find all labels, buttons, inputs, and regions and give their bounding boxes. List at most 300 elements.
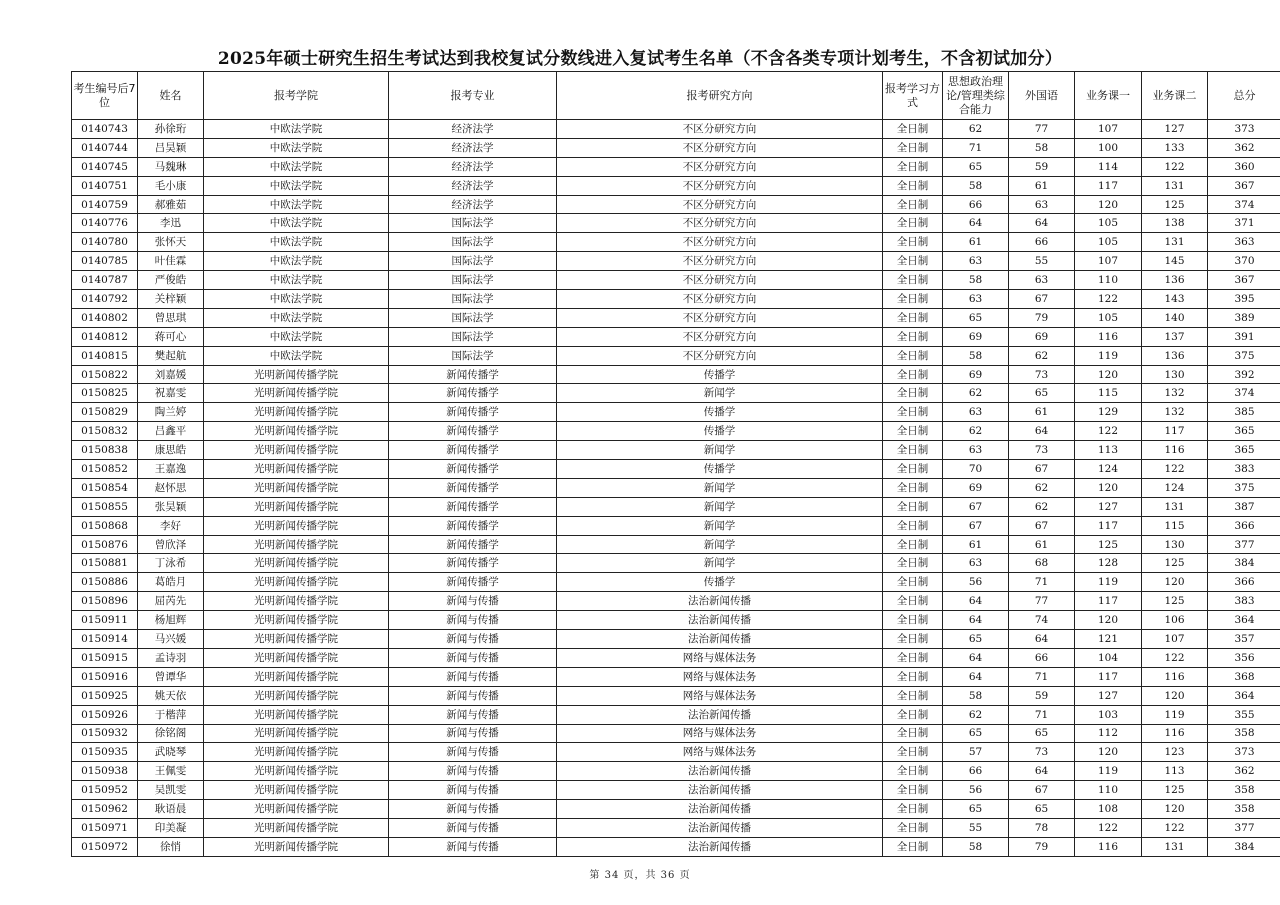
exam-id-cell: 0140751	[72, 176, 138, 195]
exam-id-cell: 0150832	[72, 422, 138, 441]
course-one-score-cell: 117	[1075, 667, 1142, 686]
major-cell: 经济法学	[389, 195, 557, 214]
course-two-score-cell: 130	[1142, 365, 1208, 384]
course-one-score-cell: 104	[1075, 648, 1142, 667]
course-one-score-cell: 127	[1075, 686, 1142, 705]
foreign-language-score-cell: 64	[1009, 762, 1075, 781]
major-cell: 新闻传播学	[389, 422, 557, 441]
major-cell: 新闻传播学	[389, 478, 557, 497]
course-one-score-cell: 120	[1075, 743, 1142, 762]
direction-cell: 新闻学	[557, 535, 883, 554]
column-header-direction: 报考研究方向	[557, 72, 883, 120]
total-score-cell: 364	[1208, 686, 1280, 705]
course-two-score-cell: 131	[1142, 837, 1208, 856]
college-cell: 光明新闻传播学院	[204, 403, 389, 422]
study-mode-cell: 全日制	[883, 195, 943, 214]
course-two-score-cell: 117	[1142, 422, 1208, 441]
direction-cell: 法治新闻传播	[557, 837, 883, 856]
politics-score-cell: 63	[943, 554, 1009, 573]
course-two-score-cell: 125	[1142, 554, 1208, 573]
direction-cell: 传播学	[557, 365, 883, 384]
name-cell: 耿语晨	[138, 800, 204, 819]
direction-cell: 不区分研究方向	[557, 308, 883, 327]
foreign-language-score-cell: 65	[1009, 800, 1075, 819]
politics-score-cell: 62	[943, 384, 1009, 403]
direction-cell: 传播学	[557, 460, 883, 479]
table-body	[72, 120, 1280, 857]
direction-cell: 传播学	[557, 573, 883, 592]
college-cell: 中欧法学院	[204, 252, 389, 271]
exam-id-cell: 0150962	[72, 800, 138, 819]
study-mode-cell: 全日制	[883, 686, 943, 705]
direction-cell: 不区分研究方向	[557, 327, 883, 346]
name-cell: 吕昊颖	[138, 138, 204, 157]
college-cell: 中欧法学院	[204, 195, 389, 214]
total-score-cell: 392	[1208, 365, 1280, 384]
major-cell: 新闻与传播	[389, 686, 557, 705]
exam-id-cell: 0150881	[72, 554, 138, 573]
table-row	[72, 478, 1280, 497]
total-score-cell: 357	[1208, 630, 1280, 649]
course-two-score-cell: 116	[1142, 441, 1208, 460]
exam-id-cell: 0140776	[72, 214, 138, 233]
course-two-score-cell: 123	[1142, 743, 1208, 762]
study-mode-cell: 全日制	[883, 460, 943, 479]
table-row	[72, 592, 1280, 611]
major-cell: 新闻传播学	[389, 554, 557, 573]
foreign-language-score-cell: 64	[1009, 630, 1075, 649]
college-cell: 光明新闻传播学院	[204, 516, 389, 535]
table-row	[72, 611, 1280, 630]
politics-score-cell: 62	[943, 422, 1009, 441]
course-one-score-cell: 122	[1075, 422, 1142, 441]
college-cell: 光明新闻传播学院	[204, 365, 389, 384]
course-one-score-cell: 127	[1075, 497, 1142, 516]
politics-score-cell: 67	[943, 516, 1009, 535]
course-two-score-cell: 137	[1142, 327, 1208, 346]
study-mode-cell: 全日制	[883, 554, 943, 573]
course-one-score-cell: 115	[1075, 384, 1142, 403]
study-mode-cell: 全日制	[883, 478, 943, 497]
politics-score-cell: 64	[943, 611, 1009, 630]
course-two-score-cell: 122	[1142, 157, 1208, 176]
name-cell: 屈芮先	[138, 592, 204, 611]
column-header-study-mode: 报考学习方式	[883, 72, 943, 120]
major-cell: 新闻与传播	[389, 837, 557, 856]
name-cell: 马魏琳	[138, 157, 204, 176]
study-mode-cell: 全日制	[883, 233, 943, 252]
course-one-score-cell: 128	[1075, 554, 1142, 573]
exam-id-cell: 0140802	[72, 308, 138, 327]
table-row	[72, 138, 1280, 157]
name-cell: 严俊皓	[138, 271, 204, 290]
major-cell: 新闻与传播	[389, 630, 557, 649]
table-row	[72, 120, 1280, 139]
study-mode-cell: 全日制	[883, 592, 943, 611]
course-two-score-cell: 120	[1142, 800, 1208, 819]
foreign-language-score-cell: 64	[1009, 214, 1075, 233]
total-score-cell: 384	[1208, 554, 1280, 573]
name-cell: 吴凯雯	[138, 781, 204, 800]
foreign-language-score-cell: 61	[1009, 535, 1075, 554]
direction-cell: 网络与媒体法务	[557, 667, 883, 686]
politics-score-cell: 63	[943, 441, 1009, 460]
study-mode-cell: 全日制	[883, 120, 943, 139]
major-cell: 经济法学	[389, 120, 557, 139]
course-two-score-cell: 125	[1142, 781, 1208, 800]
college-cell: 中欧法学院	[204, 290, 389, 309]
study-mode-cell: 全日制	[883, 705, 943, 724]
politics-score-cell: 58	[943, 176, 1009, 195]
course-two-score-cell: 132	[1142, 384, 1208, 403]
college-cell: 光明新闻传播学院	[204, 478, 389, 497]
table-row	[72, 818, 1280, 837]
direction-cell: 法治新闻传播	[557, 611, 883, 630]
foreign-language-score-cell: 67	[1009, 516, 1075, 535]
study-mode-cell: 全日制	[883, 271, 943, 290]
total-score-cell: 358	[1208, 724, 1280, 743]
name-cell: 孙徐珩	[138, 120, 204, 139]
course-two-score-cell: 116	[1142, 667, 1208, 686]
total-score-cell: 360	[1208, 157, 1280, 176]
course-two-score-cell: 132	[1142, 403, 1208, 422]
name-cell: 徐铭阁	[138, 724, 204, 743]
table-row	[72, 630, 1280, 649]
course-two-score-cell: 145	[1142, 252, 1208, 271]
direction-cell: 网络与媒体法务	[557, 686, 883, 705]
politics-score-cell: 57	[943, 743, 1009, 762]
major-cell: 新闻与传播	[389, 667, 557, 686]
direction-cell: 不区分研究方向	[557, 290, 883, 309]
direction-cell: 法治新闻传播	[557, 762, 883, 781]
politics-score-cell: 67	[943, 497, 1009, 516]
foreign-language-score-cell: 79	[1009, 837, 1075, 856]
name-cell: 叶佳霖	[138, 252, 204, 271]
exam-id-cell: 0140743	[72, 120, 138, 139]
study-mode-cell: 全日制	[883, 573, 943, 592]
name-cell: 曾欣泽	[138, 535, 204, 554]
exam-id-cell: 0150915	[72, 648, 138, 667]
name-cell: 武晓琴	[138, 743, 204, 762]
exam-id-cell: 0150971	[72, 818, 138, 837]
name-cell: 曾思琪	[138, 308, 204, 327]
politics-score-cell: 66	[943, 762, 1009, 781]
total-score-cell: 365	[1208, 422, 1280, 441]
college-cell: 光明新闻传播学院	[204, 441, 389, 460]
politics-score-cell: 58	[943, 837, 1009, 856]
politics-score-cell: 63	[943, 252, 1009, 271]
exam-id-cell: 0150896	[72, 592, 138, 611]
name-cell: 曾谭华	[138, 667, 204, 686]
exam-id-cell: 0150932	[72, 724, 138, 743]
college-cell: 光明新闻传播学院	[204, 611, 389, 630]
name-cell: 丁泳希	[138, 554, 204, 573]
foreign-language-score-cell: 73	[1009, 365, 1075, 384]
column-header-exam-id: 考生编号后7位	[72, 72, 138, 120]
major-cell: 新闻传播学	[389, 384, 557, 403]
direction-cell: 不区分研究方向	[557, 176, 883, 195]
exam-id-cell: 0140815	[72, 346, 138, 365]
politics-score-cell: 56	[943, 573, 1009, 592]
politics-score-cell: 65	[943, 724, 1009, 743]
study-mode-cell: 全日制	[883, 290, 943, 309]
course-one-score-cell: 110	[1075, 781, 1142, 800]
college-cell: 光明新闻传播学院	[204, 497, 389, 516]
name-cell: 葛皓月	[138, 573, 204, 592]
college-cell: 光明新闻传播学院	[204, 384, 389, 403]
college-cell: 光明新闻传播学院	[204, 781, 389, 800]
major-cell: 国际法学	[389, 271, 557, 290]
politics-score-cell: 62	[943, 705, 1009, 724]
direction-cell: 法治新闻传播	[557, 592, 883, 611]
college-cell: 光明新闻传播学院	[204, 686, 389, 705]
total-score-cell: 367	[1208, 271, 1280, 290]
table-row	[72, 176, 1280, 195]
foreign-language-score-cell: 74	[1009, 611, 1075, 630]
table-row	[72, 686, 1280, 705]
exam-id-cell: 0150935	[72, 743, 138, 762]
exam-id-cell: 0150938	[72, 762, 138, 781]
study-mode-cell: 全日制	[883, 724, 943, 743]
college-cell: 中欧法学院	[204, 157, 389, 176]
exam-id-cell: 0140792	[72, 290, 138, 309]
name-cell: 于楷萍	[138, 705, 204, 724]
foreign-language-score-cell: 79	[1009, 308, 1075, 327]
table-row	[72, 837, 1280, 856]
course-two-score-cell: 125	[1142, 592, 1208, 611]
total-score-cell: 371	[1208, 214, 1280, 233]
direction-cell: 不区分研究方向	[557, 157, 883, 176]
name-cell: 李迅	[138, 214, 204, 233]
name-cell: 赵怀思	[138, 478, 204, 497]
course-two-score-cell: 125	[1142, 195, 1208, 214]
table-row	[72, 365, 1280, 384]
politics-score-cell: 58	[943, 686, 1009, 705]
major-cell: 新闻与传播	[389, 781, 557, 800]
direction-cell: 新闻学	[557, 516, 883, 535]
foreign-language-score-cell: 69	[1009, 327, 1075, 346]
table-row	[72, 403, 1280, 422]
table-row	[72, 648, 1280, 667]
politics-score-cell: 66	[943, 195, 1009, 214]
college-cell: 中欧法学院	[204, 308, 389, 327]
course-one-score-cell: 129	[1075, 403, 1142, 422]
table-row	[72, 346, 1280, 365]
foreign-language-score-cell: 62	[1009, 497, 1075, 516]
exam-id-cell: 0150854	[72, 478, 138, 497]
foreign-language-score-cell: 58	[1009, 138, 1075, 157]
course-one-score-cell: 107	[1075, 252, 1142, 271]
total-score-cell: 364	[1208, 611, 1280, 630]
college-cell: 光明新闻传播学院	[204, 800, 389, 819]
course-one-score-cell: 100	[1075, 138, 1142, 157]
column-header-name: 姓名	[138, 72, 204, 120]
course-two-score-cell: 130	[1142, 535, 1208, 554]
politics-score-cell: 65	[943, 630, 1009, 649]
course-two-score-cell: 136	[1142, 271, 1208, 290]
total-score-cell: 384	[1208, 837, 1280, 856]
foreign-language-score-cell: 65	[1009, 384, 1075, 403]
course-one-score-cell: 105	[1075, 308, 1142, 327]
table-row	[72, 290, 1280, 309]
major-cell: 新闻与传播	[389, 648, 557, 667]
exam-id-cell: 0150838	[72, 441, 138, 460]
major-cell: 新闻与传播	[389, 818, 557, 837]
table-row	[72, 195, 1280, 214]
name-cell: 王嘉逸	[138, 460, 204, 479]
total-score-cell: 358	[1208, 781, 1280, 800]
course-one-score-cell: 119	[1075, 762, 1142, 781]
total-score-cell: 374	[1208, 384, 1280, 403]
study-mode-cell: 全日制	[883, 837, 943, 856]
major-cell: 新闻传播学	[389, 460, 557, 479]
study-mode-cell: 全日制	[883, 214, 943, 233]
column-header-foreign-language: 外国语	[1009, 72, 1075, 120]
table-row	[72, 214, 1280, 233]
direction-cell: 新闻学	[557, 497, 883, 516]
course-one-score-cell: 112	[1075, 724, 1142, 743]
college-cell: 光明新闻传播学院	[204, 535, 389, 554]
course-one-score-cell: 107	[1075, 120, 1142, 139]
direction-cell: 法治新闻传播	[557, 630, 883, 649]
major-cell: 经济法学	[389, 176, 557, 195]
foreign-language-score-cell: 62	[1009, 346, 1075, 365]
major-cell: 新闻传播学	[389, 573, 557, 592]
exam-id-cell: 0150925	[72, 686, 138, 705]
college-cell: 光明新闻传播学院	[204, 837, 389, 856]
total-score-cell: 373	[1208, 120, 1280, 139]
direction-cell: 法治新闻传播	[557, 818, 883, 837]
course-one-score-cell: 117	[1075, 516, 1142, 535]
foreign-language-score-cell: 64	[1009, 422, 1075, 441]
college-cell: 光明新闻传播学院	[204, 422, 389, 441]
course-two-score-cell: 119	[1142, 705, 1208, 724]
name-cell: 李好	[138, 516, 204, 535]
name-cell: 孟诗羽	[138, 648, 204, 667]
politics-score-cell: 65	[943, 157, 1009, 176]
name-cell: 蒋可心	[138, 327, 204, 346]
foreign-language-score-cell: 66	[1009, 233, 1075, 252]
politics-score-cell: 55	[943, 818, 1009, 837]
politics-score-cell: 65	[943, 308, 1009, 327]
major-cell: 新闻与传播	[389, 705, 557, 724]
college-cell: 光明新闻传播学院	[204, 762, 389, 781]
name-cell: 马兴媛	[138, 630, 204, 649]
foreign-language-score-cell: 61	[1009, 403, 1075, 422]
politics-score-cell: 63	[943, 403, 1009, 422]
foreign-language-score-cell: 59	[1009, 686, 1075, 705]
course-one-score-cell: 119	[1075, 346, 1142, 365]
major-cell: 新闻传播学	[389, 365, 557, 384]
exam-id-cell: 0150825	[72, 384, 138, 403]
major-cell: 经济法学	[389, 138, 557, 157]
course-one-score-cell: 117	[1075, 592, 1142, 611]
course-two-score-cell: 107	[1142, 630, 1208, 649]
foreign-language-score-cell: 65	[1009, 724, 1075, 743]
direction-cell: 不区分研究方向	[557, 346, 883, 365]
study-mode-cell: 全日制	[883, 365, 943, 384]
table-row	[72, 705, 1280, 724]
course-one-score-cell: 108	[1075, 800, 1142, 819]
college-cell: 光明新闻传播学院	[204, 743, 389, 762]
politics-score-cell: 69	[943, 478, 1009, 497]
course-two-score-cell: 124	[1142, 478, 1208, 497]
table-header-row	[72, 72, 1280, 120]
name-cell: 徐悄	[138, 837, 204, 856]
exam-id-cell: 0140785	[72, 252, 138, 271]
major-cell: 新闻与传播	[389, 724, 557, 743]
course-two-score-cell: 133	[1142, 138, 1208, 157]
direction-cell: 不区分研究方向	[557, 214, 883, 233]
college-cell: 光明新闻传播学院	[204, 460, 389, 479]
name-cell: 祝嘉雯	[138, 384, 204, 403]
politics-score-cell: 69	[943, 365, 1009, 384]
direction-cell: 不区分研究方向	[557, 120, 883, 139]
course-two-score-cell: 122	[1142, 460, 1208, 479]
total-score-cell: 366	[1208, 573, 1280, 592]
foreign-language-score-cell: 62	[1009, 478, 1075, 497]
college-cell: 中欧法学院	[204, 120, 389, 139]
course-two-score-cell: 131	[1142, 176, 1208, 195]
column-header-college: 报考学院	[204, 72, 389, 120]
total-score-cell: 363	[1208, 233, 1280, 252]
politics-score-cell: 63	[943, 290, 1009, 309]
college-cell: 中欧法学院	[204, 138, 389, 157]
study-mode-cell: 全日制	[883, 327, 943, 346]
foreign-language-score-cell: 63	[1009, 195, 1075, 214]
exam-id-cell: 0140780	[72, 233, 138, 252]
major-cell: 新闻与传播	[389, 743, 557, 762]
college-cell: 光明新闻传播学院	[204, 705, 389, 724]
exam-id-cell: 0150914	[72, 630, 138, 649]
major-cell: 国际法学	[389, 214, 557, 233]
name-cell: 张怀天	[138, 233, 204, 252]
exam-id-cell: 0150852	[72, 460, 138, 479]
table-row	[72, 497, 1280, 516]
name-cell: 郝雅茹	[138, 195, 204, 214]
major-cell: 新闻传播学	[389, 403, 557, 422]
course-two-score-cell: 122	[1142, 648, 1208, 667]
college-cell: 中欧法学院	[204, 214, 389, 233]
course-one-score-cell: 124	[1075, 460, 1142, 479]
total-score-cell: 385	[1208, 403, 1280, 422]
study-mode-cell: 全日制	[883, 441, 943, 460]
course-one-score-cell: 105	[1075, 233, 1142, 252]
politics-score-cell: 61	[943, 233, 1009, 252]
exam-id-cell: 0140744	[72, 138, 138, 157]
total-score-cell: 395	[1208, 290, 1280, 309]
exam-id-cell: 0150952	[72, 781, 138, 800]
politics-score-cell: 69	[943, 327, 1009, 346]
table-row	[72, 271, 1280, 290]
name-cell: 王佩雯	[138, 762, 204, 781]
direction-cell: 不区分研究方向	[557, 195, 883, 214]
table-row	[72, 233, 1280, 252]
direction-cell: 网络与媒体法务	[557, 724, 883, 743]
direction-cell: 不区分研究方向	[557, 271, 883, 290]
politics-score-cell: 61	[943, 535, 1009, 554]
total-score-cell: 391	[1208, 327, 1280, 346]
politics-score-cell: 64	[943, 648, 1009, 667]
politics-score-cell: 56	[943, 781, 1009, 800]
foreign-language-score-cell: 67	[1009, 781, 1075, 800]
name-cell: 印美凝	[138, 818, 204, 837]
name-cell: 姚天依	[138, 686, 204, 705]
course-one-score-cell: 121	[1075, 630, 1142, 649]
study-mode-cell: 全日制	[883, 157, 943, 176]
course-one-score-cell: 125	[1075, 535, 1142, 554]
politics-score-cell: 64	[943, 592, 1009, 611]
